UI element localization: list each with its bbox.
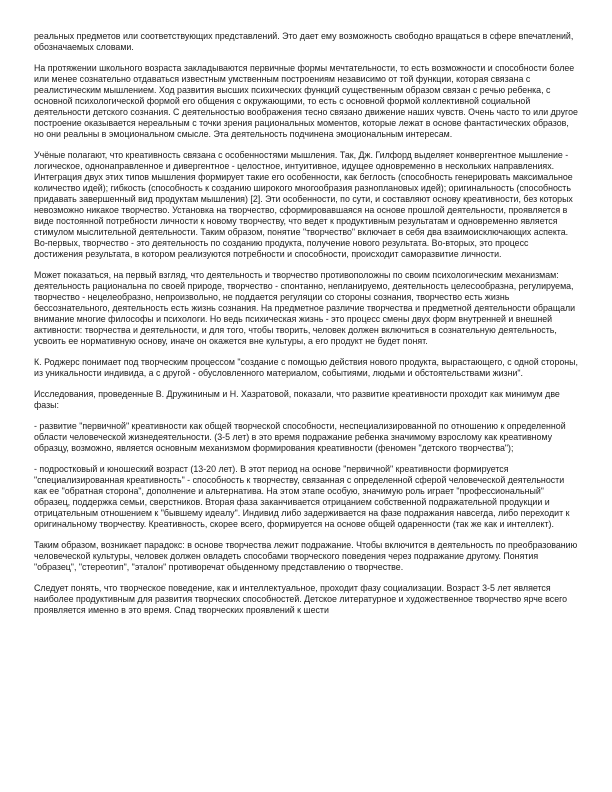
- document-body: [34, 31, 579, 616]
- paragraph-creativity-thinking: Учёные полагают, что креативность связана с особенностями мышления. Так, Дж. Гилфорд выделяет конвергентное мышление - логическое, однонаправленное и дивергентное - целостное, интуитивное, идущее одновременно в нескольких направлениях. Интеграция двух этих типов мышления формирует такие его особенности, как беглость (способность генерировать максимальное количество идей); гибкость (способность к созданию широкого многообразия разноплановых идей); оригинальность (способность придавать завершенный вид продуктам мышления) [2]. Эти особенности, по сути, и составляют основу креативности, без которых невозможно никакое творчество. Установка на творчество, сформировавшаяся на основе прошлой деятельности, проявляется в виде постоянной потребности личности к новому творчеству, что ведет к продуктивным результатам и одновременно является стимулом мыслительной деятельности. Таким образом, понятие "творчество" включает в себя два взаимоисключающих аспекта. Во-первых, творчество - это деятельность по созданию продукта, получение нового результата. Во-вторых, это процесс достижения результата, в котором реализуются потребности и способности, происходит саморазвитие личности.: [34, 150, 573, 259]
- paragraph-phase-one: - развитие "первичной" креативности как общей творческой способности, неспециализированной по отношению к определенной области человеческой жизнедеятельности. (3-5 лет) в это время подражание ребенка значимому взрослому как креативному образцу, возможно, является основным механизмом формирования креативности (феномен "детского творчества");: [34, 421, 566, 453]
- paragraph-daydreaming: На протяжении школьного возраста закладываются первичные формы мечтательности, то есть возможности и способности более или менее сознательно отдаваться известным умственным построениям независимо от той функции, которая связана с реалистическим мышлением. Ход развития высших психических функций существенным образом связан с речью ребенка, с основной психологической формой его общения с окружающими, то есть с основной формой коллективной социальной деятельности детского сознания. С деятельностью воображения тесно связано движение наших чувств. Очень часто то или другое построение оказывается нереальным с точки зрения рациональных моментов, которые лежат в основе фантастических образов, но они реальны в эмоциональном смысле. Эта деятельность подчинена эмоциональным интересам.: [34, 63, 578, 139]
- paragraph-continuation: реальных предметов или соответствующих представлений. Это дает ему возможность свободно вращаться в сфере впечатлений, обозначаемых словами.: [34, 31, 574, 52]
- paragraph-phase-two: - подростковый и юношеский возраст (13-20 лет). В этот период на основе "первичной" креативности формируется "специализированная креативность" - способность к творчеству, связанная с определенной сферой человеческой деятельности как ее "обратная сторона", дополнение и альтернатива. На этом этапе особую, значимую роль играет "профессиональный" образец, поддержка семьи, сверстников. Вторая фаза заканчивается отрицанием собственной подражательной продукции и отрицательным отношением к "бывшему идеалу". Индивид либо задерживается на фазе подражания навсегда, либо переходит к оригинальному творчеству. Креативность, скорее всего, формируется на основе общей одаренности (так же как и интеллект).: [34, 464, 570, 529]
- paragraph-research-phases: Исследования, проведенные В. Дружининым и Н. Хазратовой, показали, что развитие креативности проходит как минимум две фазы:: [34, 389, 560, 410]
- paragraph-activity-vs-creativity: Может показаться, на первый взгляд, что деятельность и творчество противоположны по своим психологическим механизмам: деятельность рациональна по своей природе, творчество - спонтанно, непланируемо, деятельность целесообразна, регулируема, творчество - нецелеобразно, непроизвольно, не поддается регуляции со стороны сознания, творчество есть жизнь бессознательного, деятельность есть жизнь сознания. На предметное различие творчества и предметной деятельности обращали внимание многие философы и психологи. Но ведь психическая жизнь - это процесс смены двух форм внутренней и внешней активности: творчества и деятельности, и для того, чтобы творить, человек должен включиться в сознательную деятельность, усвоить ее нормативную основу, иначе он окажется вне культуры, а его продукт не будет понят.: [34, 270, 576, 346]
- paragraph-rogers-quote: К. Роджерс понимает под творческим процессом "создание с помощью действия нового продукта, вырастающего, с одной стороны, из уникальности индивида, а с другой - обусловленного материалом, событиями, людьми и обстоятельствами жизни".: [34, 357, 578, 378]
- paragraph-paradox: Таким образом, возникает парадокс: в основе творчества лежит подражание. Чтобы включится в деятельность по преобразованию человеческой культуры, человек должен овладеть способами творческого поведения через подражание другому. Понятия "образец", "стереотип", "эталон" противоречат обыденному представлению о творчестве.: [34, 540, 578, 572]
- paragraph-socialization: Следует понять, что творческое поведение, как и интеллектуальное, проходит фазу социализации. Возраст 3-5 лет является наиболее продуктивным для развития творческих способностей. Детское литературное и художественное творчество ярче всего проявляется именно в это время. Спад творческих проявлений к шести: [34, 583, 568, 615]
